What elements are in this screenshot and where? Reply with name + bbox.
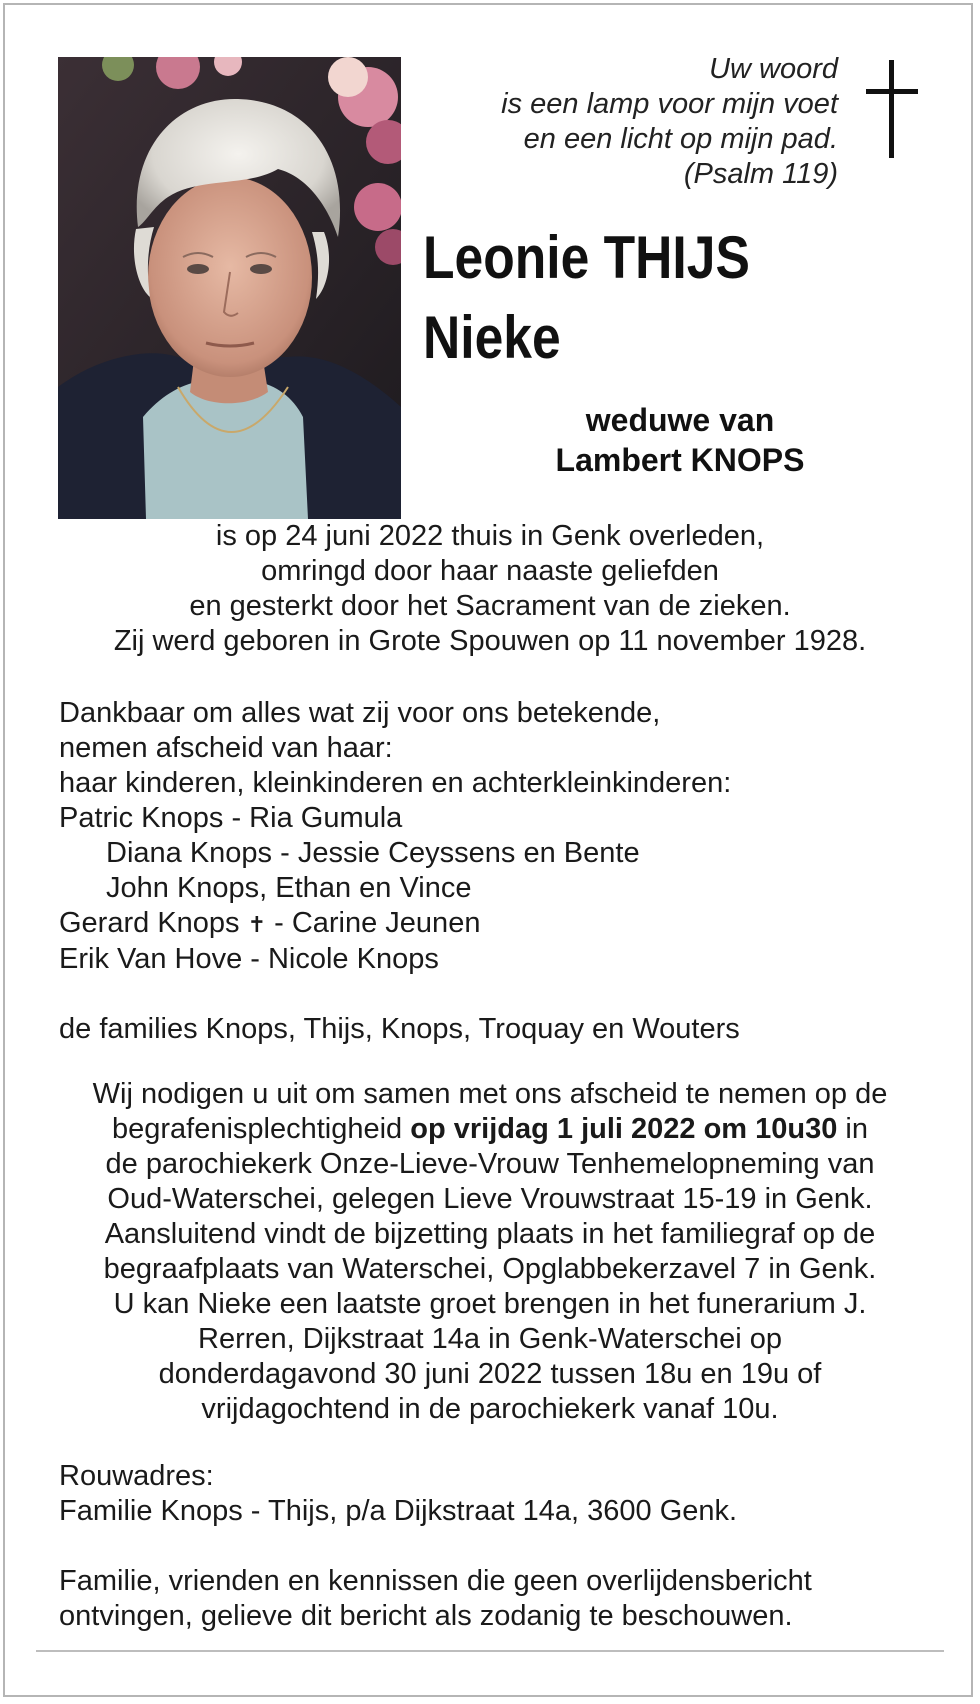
family-member-partner: - Carine Jeunen	[266, 907, 481, 939]
family-member	[59, 906, 939, 942]
family-list	[59, 696, 939, 1047]
family-intro: haar kinderen, kleinkinderen en achterkleinkinderen:	[59, 767, 732, 799]
funeral-datetime: op vrijdag 1 juli 2022 om 10u30	[410, 1113, 838, 1145]
deceased-nickname: Nieke	[423, 304, 561, 371]
spouse-relation: weduwe van	[585, 402, 775, 438]
invitation-text: in	[837, 1113, 869, 1145]
invitation-line	[40, 1112, 940, 1147]
invitation-line: U kan Nieke een laatste groet brengen in het funerarium J.	[113, 1288, 867, 1320]
family-member-name: Gerard Knops	[59, 907, 240, 939]
cross-icon	[860, 60, 922, 160]
deceased-cross-icon: ✝	[247, 912, 267, 937]
invitation-line: begraafplaats van Waterschei, Opglabbekerzavel 7 in Genk.	[103, 1253, 877, 1285]
invitation-line: Oud-Waterschei, gelegen Lieve Vrouwstraat 15-19 in Genk.	[107, 1183, 873, 1215]
verse-line: en een licht op mijn pad.	[523, 123, 838, 155]
family-member: John Knops, Ethan en Vince	[106, 872, 472, 904]
announcement-line: Zij werd geboren in Grote Spouwen op 11 november 1928.	[113, 625, 867, 657]
spouse-name: Lambert KNOPS	[555, 442, 805, 478]
announcement-line: omringd door haar naaste geliefden	[261, 555, 719, 587]
invitation-line: donderdagavond 30 juni 2022 tussen 18u en 19u of	[158, 1358, 822, 1390]
bible-verse	[420, 52, 838, 192]
invitation-line: Aansluitend vindt de bijzetting plaats in het familiegraf op de	[104, 1218, 876, 1250]
verse-line: Uw woord	[709, 53, 838, 85]
portrait-photo	[58, 57, 401, 519]
closing-note: ontvingen, gelieve dit bericht als zodanig te beschouwen.	[59, 1600, 793, 1632]
closing-section	[59, 1459, 939, 1634]
family-member: Erik Van Hove - Nicole Knops	[59, 943, 439, 975]
closing-note: Familie, vrienden en kennissen die geen overlijdensbericht	[59, 1565, 812, 1597]
invitation-line: vrijdagochtend in de parochiekerk vanaf 10u.	[201, 1393, 779, 1425]
mourning-address: Familie Knops - Thijs, p/a Dijkstraat 14a, 3600 Genk.	[59, 1495, 738, 1527]
extended-families: de families Knops, Thijs, Knops, Troquay en Wouters	[59, 1013, 740, 1045]
deceased-name: Leonie THIJS	[423, 224, 750, 291]
address-label: Rouwadres:	[59, 1460, 214, 1492]
verse-reference: (Psalm 119)	[683, 158, 838, 190]
funeral-invitation	[40, 1077, 940, 1427]
family-member: Diana Knops - Jessie Ceyssens en Bente	[106, 837, 640, 869]
invitation-line: Rerren, Dijkstraat 14a in Genk-Waterschei op	[198, 1323, 782, 1355]
family-intro: nemen afscheid van haar:	[59, 732, 393, 764]
death-announcement	[40, 519, 940, 659]
bottom-divider	[36, 1650, 944, 1652]
family-intro: Dankbaar om alles wat zij voor ons betekende,	[59, 697, 661, 729]
deceased-name-block	[423, 218, 750, 378]
invitation-text: begrafenisplechtigheid	[111, 1113, 411, 1145]
family-member: Patric Knops - Ria Gumula	[59, 802, 403, 834]
invitation-line: Wij nodigen u uit om samen met ons afscheid te nemen op de	[92, 1078, 888, 1110]
verse-line: is een lamp voor mijn voet	[501, 88, 838, 120]
announcement-line: is op 24 juni 2022 thuis in Genk overleden,	[215, 520, 765, 552]
invitation-line: de parochiekerk Onze-Lieve-Vrouw Tenhemelopneming van	[105, 1148, 875, 1180]
spouse-block	[500, 400, 860, 480]
announcement-line: en gesterkt door het Sacrament van de zieken.	[189, 590, 791, 622]
